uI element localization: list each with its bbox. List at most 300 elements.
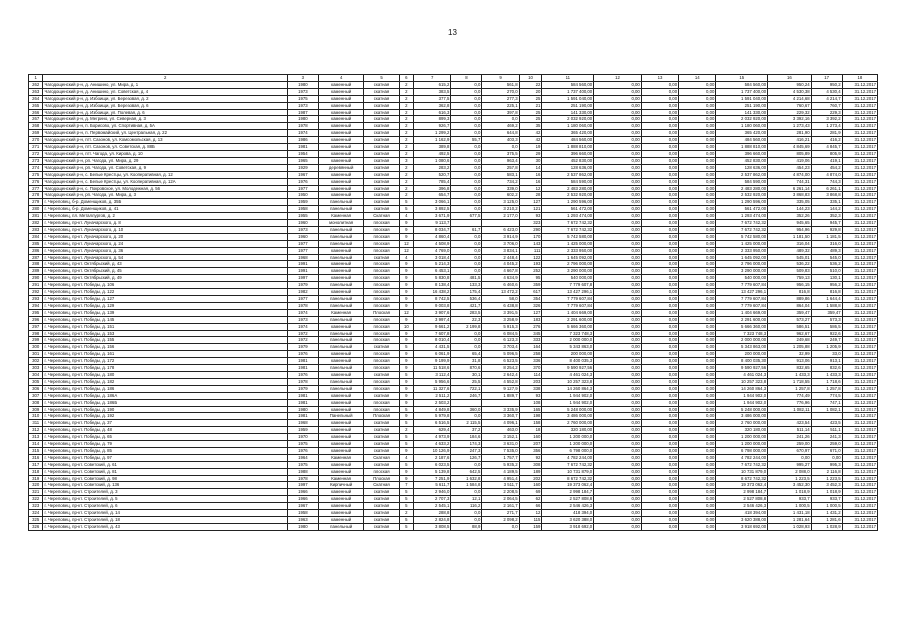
table-cell: 492,5 — [414, 150, 451, 157]
table-cell: Кирпичный — [318, 482, 364, 489]
table-cell: 1 644,4 — [811, 296, 842, 303]
table-cell: 0,00 — [641, 268, 678, 275]
table-cell: 0,00 — [679, 358, 716, 365]
table-cell: 0,00 — [594, 254, 642, 261]
table-cell: 2 098,2 — [482, 517, 519, 524]
table-cell: 277,3 — [482, 95, 519, 102]
table-cell: 1978 — [287, 302, 318, 309]
table-cell: 31.12.2017 — [842, 254, 877, 261]
table-cell: 9 — [399, 330, 413, 337]
table-cell: скатная — [364, 88, 399, 95]
table-row — [29, 365, 878, 372]
table-cell: панельный — [318, 233, 364, 240]
table-cell: 6 261,14 — [768, 185, 811, 192]
table-cell: 32,99 — [768, 351, 811, 358]
table-cell: 160 — [519, 434, 542, 441]
table-cell: 0,00 — [641, 206, 678, 213]
table-cell: 5 248 000,00 — [716, 406, 768, 413]
table-cell: 0,00 — [594, 109, 642, 116]
table-cell: 0,00 — [641, 482, 678, 489]
table-cell: 377,5 — [414, 95, 451, 102]
table-cell: 0,00 — [679, 240, 716, 247]
table-cell: 0,00 — [641, 220, 678, 227]
table-cell: 416,21 — [768, 137, 811, 144]
table-cell: плоская — [364, 240, 399, 247]
table-cell: 62 — [519, 496, 542, 503]
table-cell: Чагодощенский р-н, с. Белые Крестцы, ул. Кооперативная, д. 12А — [43, 178, 287, 185]
table-row — [29, 399, 878, 406]
table-cell: 42 — [519, 130, 542, 137]
table-cell: 0,00 — [641, 261, 678, 268]
table-cell: г. Череповец, пр-кт. Победы, д. 48 — [43, 427, 287, 434]
table-cell: 0,00 — [768, 454, 811, 461]
table-cell: 0,0 — [451, 185, 482, 192]
table-cell: 31.12.2017 — [842, 461, 877, 468]
table-cell: 616,3 — [414, 109, 451, 116]
table-cell: 0,00 — [594, 385, 642, 392]
table-cell: 1964 — [287, 454, 318, 461]
table-cell: плоская — [364, 302, 399, 309]
table-cell: 0,00 — [679, 323, 716, 330]
table-cell: 0,00 — [641, 337, 678, 344]
table-body — [29, 81, 878, 530]
table-cell: 1 425 000,00 — [542, 240, 594, 247]
table-cell: 945,65 — [768, 220, 811, 227]
table-cell: 1 181,50 — [768, 233, 811, 240]
table-cell: 520,7 — [414, 171, 451, 178]
table-cell: 0,00 — [594, 406, 642, 413]
table-cell: 1980 — [287, 116, 318, 123]
table-cell: 6 460,6 — [482, 282, 519, 289]
table-cell: 540 000,00 — [716, 275, 768, 282]
table-row — [29, 358, 878, 365]
table-cell: 744,3 — [811, 178, 842, 185]
table-cell: каменный — [318, 88, 364, 95]
table-cell: каменный — [318, 178, 364, 185]
table-cell: 133,3 — [451, 282, 482, 289]
table-cell: 19 373 062,4 — [542, 482, 594, 489]
table-cell: плоская — [364, 220, 399, 227]
table-cell: каменный — [318, 468, 364, 475]
table-cell: 1 200 000,00 — [716, 434, 768, 441]
table-cell: 7 672 742,32 — [542, 461, 594, 468]
table-cell: 677,5 — [451, 213, 482, 220]
table-cell — [451, 220, 482, 227]
table-cell: 744,31 — [768, 178, 811, 185]
table-cell: 14 260 864,3 — [716, 385, 768, 392]
table-cell: 288 — [29, 261, 43, 268]
table-cell: 0,00 — [594, 309, 642, 316]
table-cell: 2 — [399, 164, 413, 171]
table-cell: 267 — [29, 116, 43, 123]
table-cell: 5 935,2 — [482, 461, 519, 468]
table-cell: 14 — [519, 164, 542, 171]
table-cell: 314 — [29, 441, 43, 448]
table-cell: 0,00 — [679, 434, 716, 441]
table-cell: 5 611,7 — [414, 482, 451, 489]
table-cell: 28 — [519, 192, 542, 199]
table-cell: 3 152,1 — [482, 434, 519, 441]
table-cell: 5 666 360,00 — [542, 323, 594, 330]
table-cell: 10 126,9 — [414, 447, 451, 454]
column-header-2: 2 — [43, 75, 287, 82]
table-cell: 1 425 000,00 — [716, 240, 768, 247]
table-cell: 583,1 — [482, 171, 519, 178]
table-cell: 510,0 — [811, 268, 842, 275]
table-cell: 5 — [399, 461, 413, 468]
table-cell: 0,00 — [594, 240, 642, 247]
table-row — [29, 130, 878, 137]
table-cell: 3 452,3 — [811, 482, 842, 489]
table-cell: 9 — [399, 226, 413, 233]
table-cell: 31.12.2017 — [842, 102, 877, 109]
table-cell: 7 535,0 — [482, 447, 519, 454]
table-cell: 423,5 — [811, 420, 842, 427]
table-cell: 0,00 — [679, 206, 716, 213]
table-cell: скатная — [364, 420, 399, 427]
table-cell: 0,00 — [679, 137, 716, 144]
table-cell: 322 — [29, 496, 43, 503]
table-cell: 270,0 — [482, 88, 519, 95]
table-cell: 0,00 — [641, 468, 678, 475]
table-cell: 324 — [29, 510, 43, 517]
table-cell: 929,8 — [811, 226, 842, 233]
table-cell: 0,00 — [641, 192, 678, 199]
table-cell: панельный — [318, 316, 364, 323]
table-cell: 805,9 — [811, 150, 842, 157]
table-cell: панельный — [318, 523, 364, 530]
table-cell: 2 291 600,00 — [716, 316, 768, 323]
table-cell: скатная — [364, 130, 399, 137]
table-cell: 4 — [399, 213, 413, 220]
table-cell: 1958 — [287, 510, 318, 517]
table-cell: 0,00 — [679, 337, 716, 344]
table-cell: 303 — [29, 365, 43, 372]
table-cell: 0,00 — [679, 164, 716, 171]
table-cell: 241,26 — [768, 434, 811, 441]
table-cell: 0,00 — [679, 171, 716, 178]
table-cell: 1 205,9 — [811, 344, 842, 351]
table-cell: 1976 — [287, 351, 318, 358]
table-cell: 0,00 — [641, 199, 678, 206]
table-cell: 193 — [519, 261, 542, 268]
table-cell: г. Череповец, пл. Металлургов, д. 2 — [43, 213, 287, 220]
table-cell: Чагодощенский р-н, п. Борисово, ул. Спортивная, д. 5А — [43, 123, 287, 130]
table-cell: 335,1 — [811, 199, 842, 206]
table-cell: 6 084,5 — [482, 330, 519, 337]
table-cell: скатная — [364, 81, 399, 88]
table-cell: Каменная — [318, 309, 364, 316]
table-cell: Чагодощенский р-н, д. Мегрино, ул. Северная, д. 3 — [43, 116, 287, 123]
table-cell: 4 849,8 — [414, 406, 451, 413]
table-cell: 309 — [29, 406, 43, 413]
table-cell: 251 190,00 — [542, 102, 594, 109]
table-cell: 268 — [29, 123, 43, 130]
table-cell: г. Череповец, пр-кт. Октябрьский, д. 45 — [43, 268, 287, 275]
table-cell: г. Череповец, пр-кт. Победы, д. 145 — [43, 316, 287, 323]
table-cell: 3 486 000,00 — [542, 413, 594, 420]
table-cell: 4 530,4 — [811, 88, 842, 95]
table-cell: 0,00 — [641, 144, 678, 151]
table-row — [29, 164, 878, 171]
table-cell: 2 — [399, 137, 413, 144]
table-cell: 2 760 000,00 — [542, 420, 594, 427]
table-cell: Каменная — [318, 475, 364, 482]
table-cell: каменный — [318, 503, 364, 510]
table-cell: 584 560,00 — [542, 81, 594, 88]
table-cell: 31.12.2017 — [842, 220, 877, 227]
table-cell: каменный — [318, 247, 364, 254]
table-cell: г. Череповец, пр-кт. Луначарского, д. 10 — [43, 226, 287, 233]
table-cell: 31.12.2017 — [842, 178, 877, 185]
table-cell: 4 860,4 — [414, 233, 451, 240]
table-cell: 9 — [399, 413, 413, 420]
table-cell: каменный — [318, 461, 364, 468]
table-cell: Каменная — [318, 213, 364, 220]
table-cell: 4 189,5 — [482, 468, 519, 475]
table-cell: 5 096,5 — [482, 351, 519, 358]
table-cell: 8 672 742,32 — [542, 475, 594, 482]
table-cell: 670,97 — [768, 447, 811, 454]
table-cell: 1 180 060,00 — [542, 123, 594, 130]
table-cell: 16 — [519, 171, 542, 178]
column-header-4: 4 — [318, 75, 364, 82]
table-cell: 0,00 — [679, 220, 716, 227]
table-cell: 1 591 040,00 — [716, 95, 768, 102]
table-cell: 0,00 — [594, 282, 642, 289]
table-cell: 9 199,9 — [414, 358, 451, 365]
table-cell: 2 532 920,00 — [542, 192, 594, 199]
table-cell: г. Череповец, пр-кт. Октябрьский, д. 43 — [43, 261, 287, 268]
table-cell: 1954 — [287, 150, 318, 157]
table-cell: 2 946,0 — [414, 489, 451, 496]
table-cell: 311 — [29, 420, 43, 427]
table-cell: 315 — [29, 447, 43, 454]
table-cell: 1 718,6 — [811, 378, 842, 385]
table-cell: 2 — [399, 144, 413, 151]
table-cell: 5 915,3 — [482, 323, 519, 330]
table-cell: 10 — [399, 323, 413, 330]
table-cell: 0,00 — [679, 503, 716, 510]
table-cell: 0,00 — [641, 517, 678, 524]
table-cell: 511,14 — [768, 427, 811, 434]
table-row — [29, 220, 878, 227]
table-cell: 31.12.2017 — [842, 344, 877, 351]
table-cell: Скатная — [364, 454, 399, 461]
table-cell: 1980 — [287, 81, 318, 88]
table-cell: 1973 — [287, 88, 318, 95]
table-cell: 9 590 927,56 — [542, 365, 594, 372]
table-row — [29, 275, 878, 282]
table-cell: 0,00 — [641, 475, 678, 482]
table-cell: г. Череповец, пр-кт. Победы, д. 186А — [43, 392, 287, 399]
table-cell: 259,0 — [811, 441, 842, 448]
table-cell: 18 — [519, 427, 542, 434]
table-cell: 0,00 — [641, 233, 678, 240]
table-cell: 9 003,8 — [414, 302, 451, 309]
table-cell: 0,00 — [679, 399, 716, 406]
table-cell: 320 180,00 — [716, 427, 768, 434]
table-cell: 4 552,8 — [482, 378, 519, 385]
table-cell: 31.12.2017 — [842, 517, 877, 524]
table-cell: 9 — [399, 399, 413, 406]
table-cell: 1 433,3 — [811, 371, 842, 378]
table-cell: 0,00 — [594, 199, 642, 206]
table-cell: плоская — [364, 378, 399, 385]
table-cell: 1 431,2 — [811, 510, 842, 517]
table-cell: 13 472,2 — [482, 289, 519, 296]
column-header-12: 12 — [594, 75, 642, 82]
table-cell: 0,00 — [679, 116, 716, 123]
table-cell: 9 — [399, 296, 413, 303]
table-cell: 31.12.2017 — [842, 116, 877, 123]
table-cell: панельный — [318, 240, 364, 247]
table-cell: 3 914,9 — [482, 233, 519, 240]
table-cell: 29 — [519, 150, 542, 157]
table-cell: 5 979,8 — [414, 413, 451, 420]
table-cell: скатная — [364, 392, 399, 399]
table-row — [29, 157, 878, 164]
table-cell: 1 273,4 — [811, 123, 842, 130]
table-cell: 2 527 808,8 — [542, 496, 594, 503]
table-cell: 584 590,00 — [716, 178, 768, 185]
table-cell: 1 645 092,00 — [716, 254, 768, 261]
table-cell: 304 — [29, 371, 43, 378]
table-cell: 31.12.2017 — [842, 268, 877, 275]
table-cell: 4 973,9 — [414, 434, 451, 441]
table-cell: 0,00 — [679, 282, 716, 289]
table-cell: 3 620 388,00 — [716, 517, 768, 524]
table-cell: 285 — [29, 240, 43, 247]
table-cell: 1991 — [287, 268, 318, 275]
table-cell: 0,00 — [641, 441, 678, 448]
table-cell: г. Череповец, пр-кт. Победы, д. 190 — [43, 406, 287, 413]
table-cell: 3 125,0 — [482, 199, 519, 206]
table-cell: 1 290 596,00 — [542, 199, 594, 206]
table-cell: каменный — [318, 371, 364, 378]
table-cell: плоская — [364, 385, 399, 392]
table-cell: 1 944 902,0 — [542, 399, 594, 406]
table-cell: 0,00 — [679, 95, 716, 102]
table-cell: 423,54 — [768, 420, 811, 427]
table-cell: 734,2 — [482, 178, 519, 185]
table-row — [29, 454, 878, 461]
table-cell: 1 200 000,00 — [716, 441, 768, 448]
table-cell: 61,7 — [451, 226, 482, 233]
table-cell: 3 907,6 — [414, 309, 451, 316]
table-cell: каменный — [318, 441, 364, 448]
column-header-9: 9 — [482, 75, 519, 82]
table-cell: 0,00 — [679, 468, 716, 475]
table-cell: панельный — [318, 206, 364, 213]
table-cell: 111 — [519, 247, 542, 254]
table-cell: 0,00 — [641, 178, 678, 185]
table-cell: скатная — [364, 164, 399, 171]
table-cell: 956,15 — [768, 282, 811, 289]
table-cell: 1 888 810,00 — [716, 144, 768, 151]
table-cell: Чагодощенский р-н, с. Покровское, ул. Молодежная, д. 56 — [43, 185, 287, 192]
table-cell: 995,27 — [768, 461, 811, 468]
table-cell: 561,8 — [482, 81, 519, 88]
table-cell: 31.12.2017 — [842, 475, 877, 482]
table-cell: 9 — [399, 268, 413, 275]
table-cell: 229,32 — [768, 109, 811, 116]
table-cell: 1979 — [287, 282, 318, 289]
table-cell: 1959 — [287, 427, 318, 434]
table-cell: 2 760 000,00 — [716, 420, 768, 427]
table-cell: 1 082,11 — [768, 406, 811, 413]
table-cell: 1997 — [287, 482, 318, 489]
table-cell: 1981 — [287, 413, 318, 420]
table-cell: 7 607,8 — [414, 330, 451, 337]
table-cell: 0,00 — [679, 378, 716, 385]
table-cell: 1929 — [287, 164, 318, 171]
table-cell: г. Череповец, б-р. Доменщиков, д. 35Б — [43, 199, 287, 206]
table-cell: 0,00 — [641, 503, 678, 510]
table-cell: 4 530,38 — [768, 88, 811, 95]
table-cell: 0,00 — [594, 358, 642, 365]
table-cell: 4 782 244,00 — [716, 454, 768, 461]
table-cell: 6 061,9 — [414, 351, 451, 358]
table-cell: 9 — [399, 282, 413, 289]
table-cell: 0,00 — [679, 144, 716, 151]
table-cell: 0,00 — [679, 392, 716, 399]
table-cell: 0,00 — [679, 371, 716, 378]
table-cell: 4 045,2 — [482, 261, 519, 268]
table-cell: 298 — [29, 330, 43, 337]
table-row — [29, 81, 878, 88]
table-row — [29, 109, 878, 116]
table-cell: 722,1 — [451, 385, 482, 392]
table-cell: 12 — [399, 309, 413, 316]
table-cell: скатная — [364, 427, 399, 434]
table-cell: 4 633,2 — [414, 441, 451, 448]
table-cell: 9 — [399, 385, 413, 392]
table-cell: 31.12.2017 — [842, 206, 877, 213]
table-cell: 1 632,8 — [451, 475, 482, 482]
table-cell: скатная — [364, 371, 399, 378]
table-cell: 0,0 — [451, 130, 482, 137]
table-cell: каменный — [318, 489, 364, 496]
table-cell: 1968 — [287, 254, 318, 261]
table-cell: 9 — [399, 261, 413, 268]
table-cell: панельный — [318, 365, 364, 372]
table-cell: 0,00 — [641, 185, 678, 192]
table-cell: 3 392,16 — [768, 116, 811, 123]
table-cell: 0,00 — [594, 392, 642, 399]
table-cell: 10 731 879,0 — [716, 468, 768, 475]
table-cell: 0,0 — [451, 261, 482, 268]
table-cell: 31.12.2017 — [842, 213, 877, 220]
table-cell: 58,0 — [482, 296, 519, 303]
table-cell: 397,8 — [482, 109, 519, 116]
table-cell: Плоская — [364, 309, 399, 316]
table-cell: 326 — [29, 523, 43, 530]
table-cell: 6 438,8 — [482, 302, 519, 309]
table-cell: 3 360,7 — [482, 413, 519, 420]
table-cell: 365 420,00 — [542, 130, 594, 137]
table-cell: 126,7 — [451, 454, 482, 461]
table-cell: 0,00 — [679, 365, 716, 372]
table-cell: 31.12.2017 — [842, 365, 877, 372]
table-cell: 31.12.2017 — [842, 392, 877, 399]
table-cell: 247,3 — [451, 447, 482, 454]
table-cell: 0,00 — [641, 365, 678, 372]
table-cell: 207 — [519, 441, 542, 448]
table-cell — [482, 220, 519, 227]
table-cell: панельный — [318, 296, 364, 303]
table-cell: 1 889,7 — [482, 392, 519, 399]
